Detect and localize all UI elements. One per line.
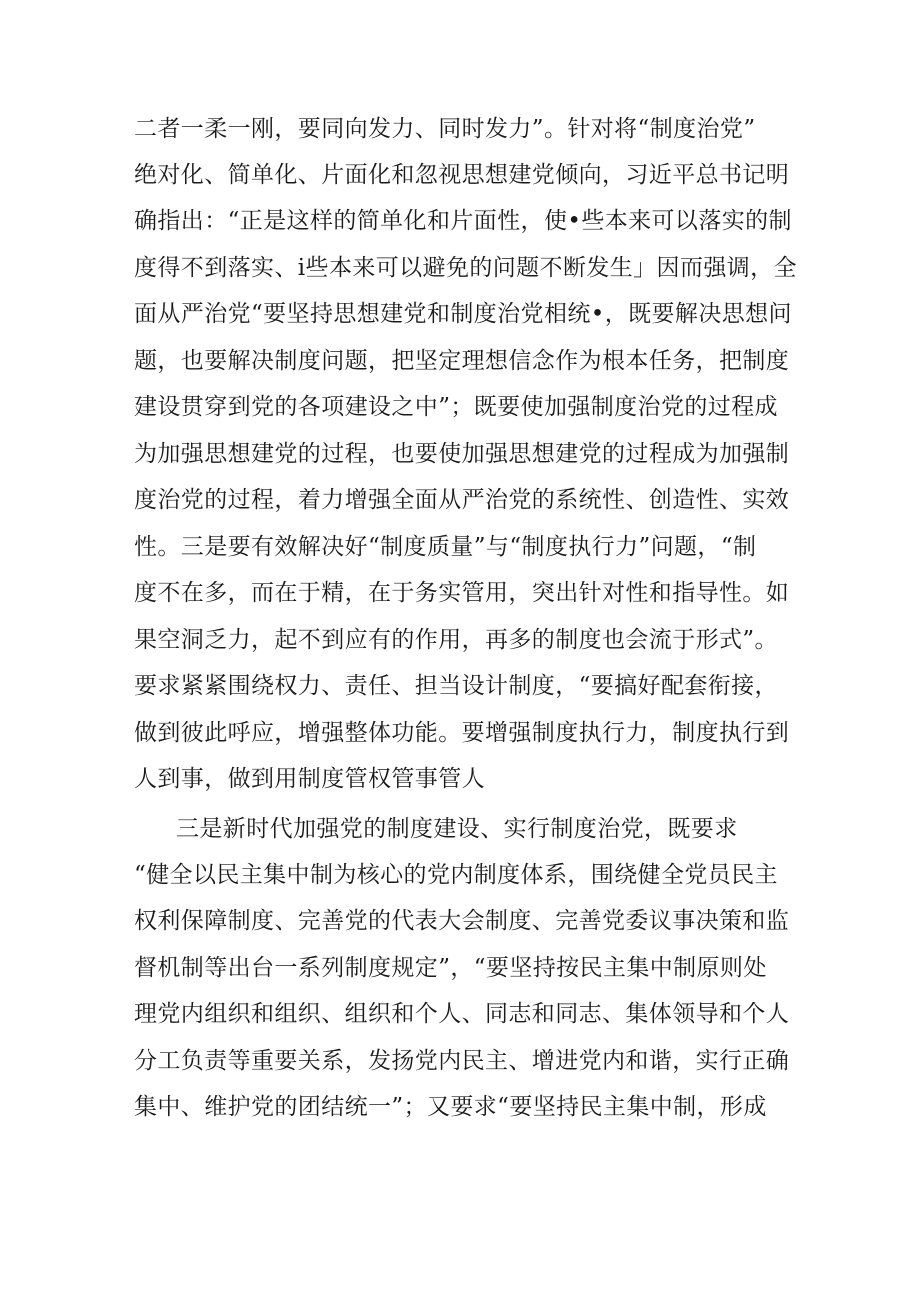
paragraph-line: 为加强思想建党的过程，也要使加强思想建党的过程成为加强制	[134, 441, 790, 467]
paragraph-line: 度不在多，而在于精，在于务实管用，突出针对性和指导性。如	[134, 580, 790, 606]
paragraph-line: 绝对化、简单化、片面化和忽视思想建党倾向，习近平总书记明	[134, 162, 790, 188]
paragraph-line: 二者一柔一刚，要同向发力、同时发力”。针对将“制度治党”	[134, 116, 756, 142]
paragraph-line: 做到彼此呼应，增强整体功能。要增强制度执行力，制度执行到	[134, 720, 790, 746]
paragraph-line: 督机制等出台一系列制度规定”，“要坚持按民主集中制原则处	[134, 955, 767, 981]
paragraph-line: 果空洞乏力，起不到应有的作用，再多的制度也会流于形式”。	[134, 627, 778, 653]
paragraph-line: 题，也要解决制度问题，把坚定理想信念作为根本任务，把制度	[134, 348, 790, 374]
paragraph-line: 三是新时代加强党的制度建设、实行制度治党，既要求	[176, 816, 738, 842]
paragraph-line: 人到事，做到用制度管权管事管人	[134, 766, 485, 792]
paragraph-line: 分工负责等重要关系，发扬党内民主、增进党内和谐，实行正确	[134, 1048, 790, 1074]
paragraph-line: 建设贯穿到党的各项建设之中”；既要使加强制度治党的过程成	[134, 394, 778, 420]
paragraph-line: 度治党的过程，着力增强全面从严治党的系统性、创造性、实效	[134, 487, 790, 513]
paragraph-line: 性。三是要有效解决好“制度质量”与“制度执行力”问题，“制	[134, 534, 757, 560]
paragraph-line: 集中、维护党的团结统一”；又要求“要坚持民主集中制，形成	[134, 1094, 767, 1120]
paragraph-line: 度得不到落实、i些本来可以避免的问题不断发生」因而强调，全	[134, 255, 797, 281]
paragraph-line: 权利保障制度、完善党的代表大会制度、完善党委议事决策和监	[134, 908, 790, 934]
paragraph-line: 理党内组织和组织、组织和个人、同志和同志、集体领导和个人	[134, 1001, 790, 1027]
paragraph-line: 面从严治党“要坚持思想建党和制度治党相统•，既要解决思想问	[134, 301, 792, 327]
paragraph-line: 确指出：“正是这样的简单化和片面性，使•些本来可以落实的制	[134, 208, 792, 234]
paragraph-line: 要求紧紧围绕权力、责任、担当设计制度，“要搞好配套衔接，	[134, 673, 778, 699]
paragraph-line: “健全以民主集中制为核心的党内制度体系，围绕健全党员民主	[134, 862, 778, 888]
